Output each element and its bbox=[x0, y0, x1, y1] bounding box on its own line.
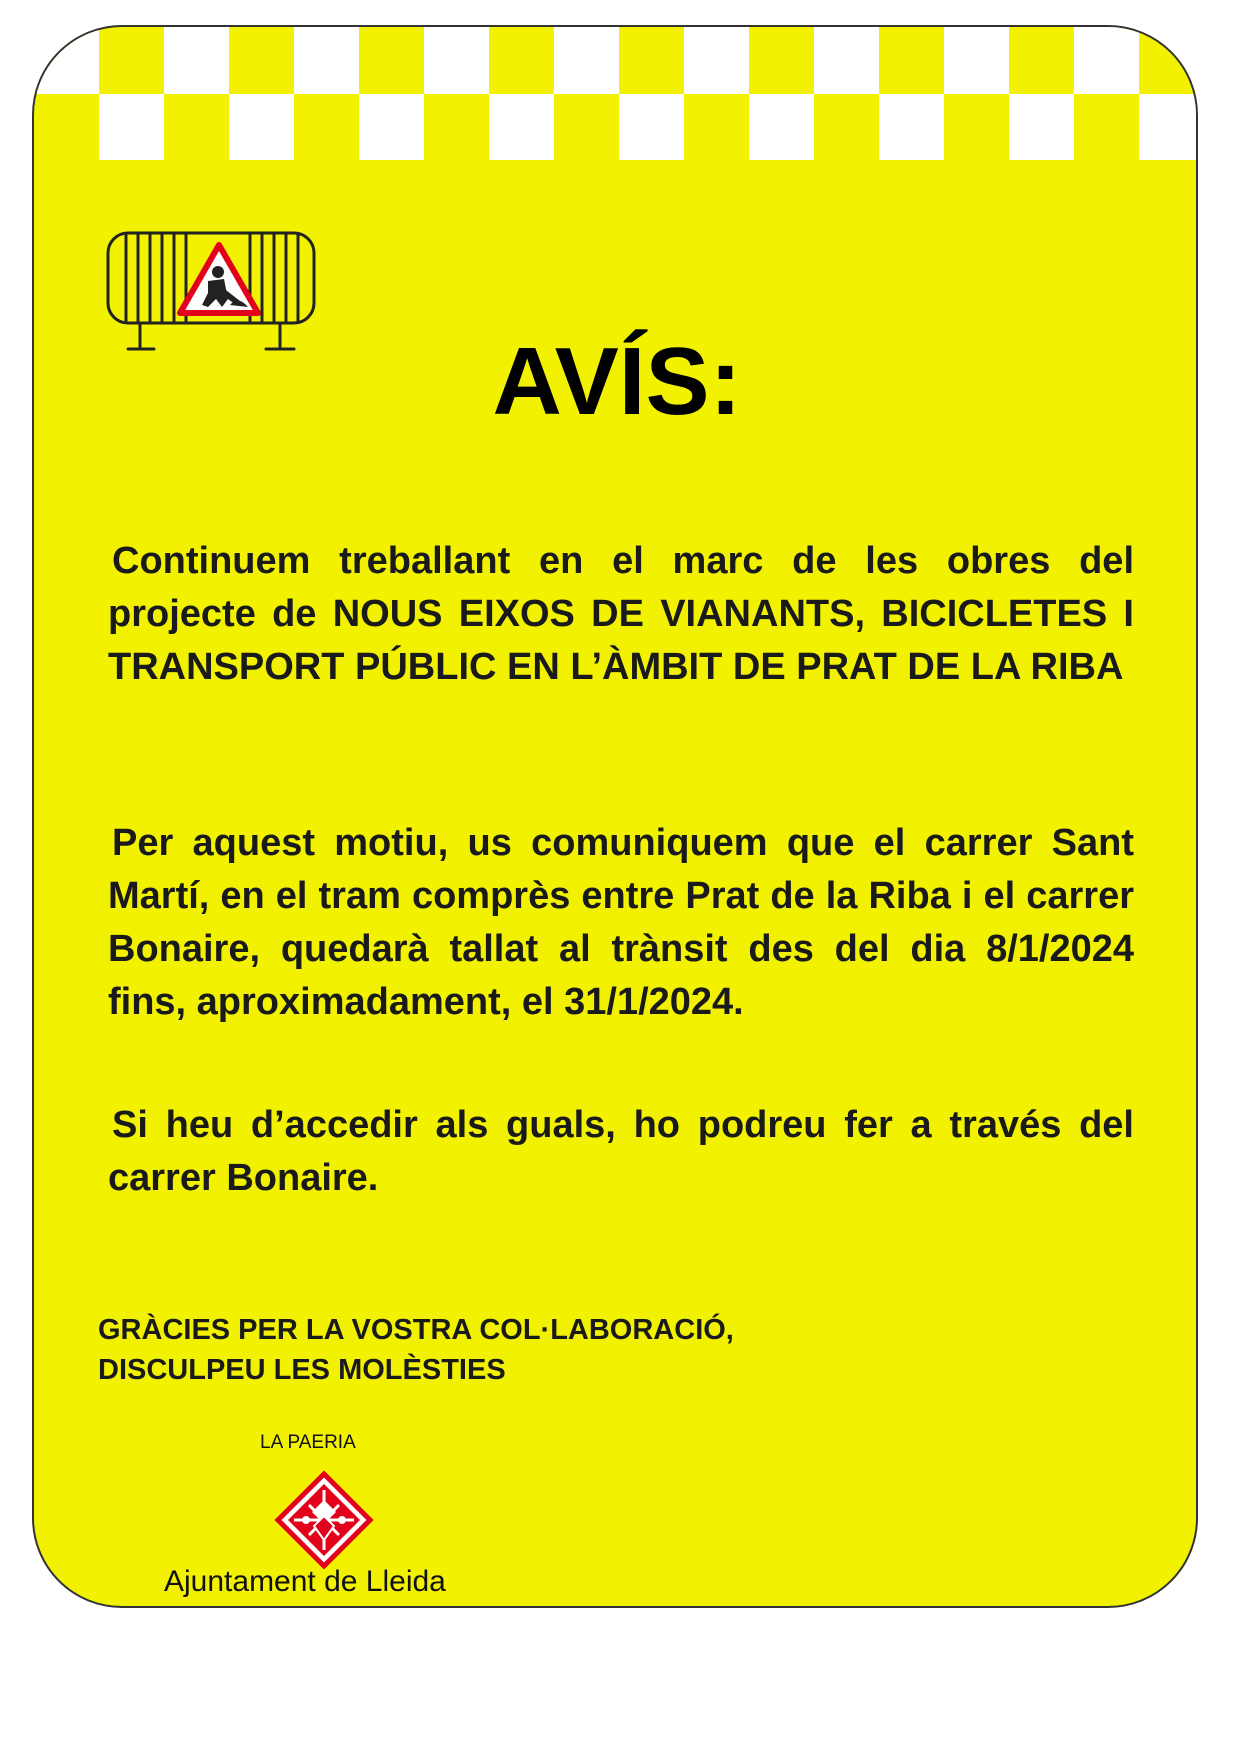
thanks-line-2: DISCULPEU LES MOLÈSTIES bbox=[98, 1354, 506, 1386]
lleida-coat-of-arms-logo bbox=[274, 1470, 374, 1570]
thanks-line-1: GRÀCIES PER LA VOSTRA COL·LABORACIÓ, bbox=[98, 1314, 734, 1346]
notice-paragraph-2: Per aquest motiu, us comuniquem que el carrer Sant Martí, en el tram comprès entre Prat de la Riba i el carrer Bonaire, quedarà tallat al trànsit des del dia 8/1/2024 fins, aproximadament, el 31/1/2024. bbox=[108, 822, 1134, 1023]
checkered-band bbox=[34, 27, 1198, 177]
notice-sign bbox=[32, 25, 1198, 1608]
notice-paragraph-1: Continuem treballant en el marc de les obres del projecte de NOUS EIXOS DE VIANANTS, BICICLETES I TRANSPORT PÚBLIC EN L’ÀMBIT DE PRAT DE LA RIBA bbox=[108, 540, 1134, 688]
page-title: AVÍS: bbox=[492, 328, 742, 435]
paeria-label: LA PAERIA bbox=[260, 1432, 356, 1453]
ajuntament-label: Ajuntament de Lleida bbox=[164, 1565, 446, 1598]
thanks-message bbox=[98, 1310, 734, 1390]
notice-paragraph-3: Si heu d’accedir als guals, ho podreu fer a través del carrer Bonaire. bbox=[108, 1104, 1134, 1199]
